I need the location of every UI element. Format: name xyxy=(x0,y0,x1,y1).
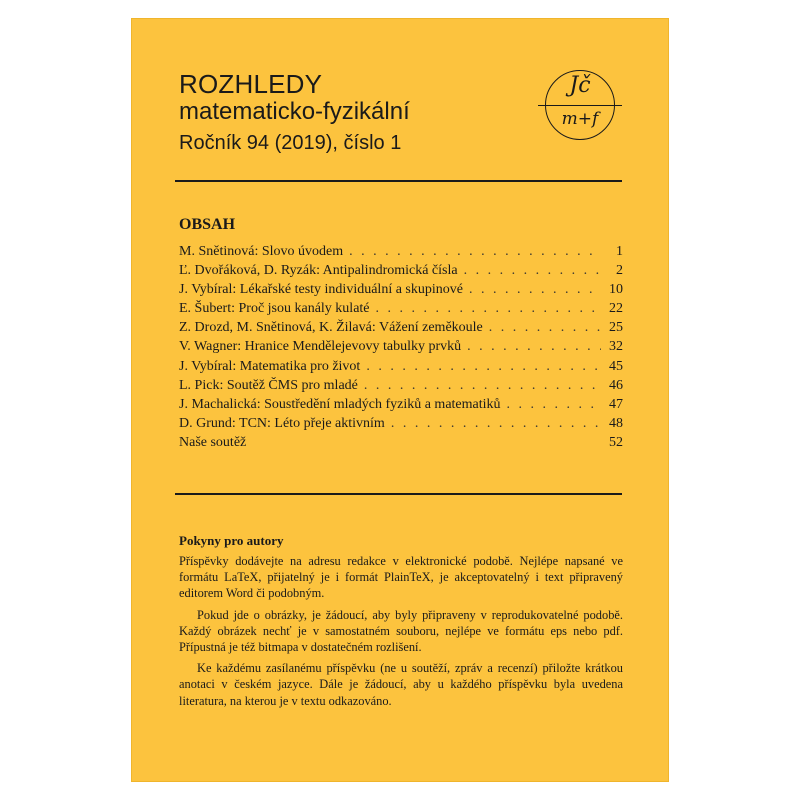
guidelines-paragraph: Příspěvky dodávejte na adresu redakce v elektronické podobě. Nejlépe napsané ve formátu LaTeX, přijatelný je i formát PlainTeX, je akceptovatelný i text připravený editorem Word či podobným. xyxy=(179,554,623,601)
guidelines-heading: Pokyny pro autory xyxy=(179,533,284,548)
toc-leader xyxy=(507,397,601,413)
toc-item-title: J. Vybíral: Matematika pro život xyxy=(179,358,361,374)
toc-item-page: 46 xyxy=(609,377,623,393)
top-rule xyxy=(175,180,622,182)
table-of-contents xyxy=(179,244,623,454)
toc-item-page: 45 xyxy=(609,358,623,374)
toc-leader xyxy=(376,301,601,317)
toc-item xyxy=(179,263,623,282)
toc-item-title: E. Šubert: Proč jsou kanály kulaté xyxy=(179,301,370,317)
toc-item-page: 2 xyxy=(616,263,623,279)
toc-item-title: M. Snětinová: Slovo úvodem xyxy=(179,244,344,259)
toc-item xyxy=(179,378,623,397)
toc-item xyxy=(179,320,623,339)
journal-subtitle: matematicko-fyzikální xyxy=(179,98,410,125)
toc-item xyxy=(179,416,623,435)
toc-item xyxy=(179,244,623,263)
toc-item xyxy=(179,397,623,416)
guidelines-paragraph: Ke každému zasílanému příspěvku (ne u soutěží, zpráv a recenzí) přiložte krátkou anotaci v českém jazyce. Dále je žádoucí, aby u každého příspěvku byla uvedena literatura, na kterou je v textu odkazováno. xyxy=(179,661,623,708)
toc-item-title: Ľ. Dvořáková, D. Ryzák: Antipalindromická čísla xyxy=(179,263,458,279)
toc-leader xyxy=(349,244,601,260)
toc-leader xyxy=(489,320,601,336)
toc-item-page: 47 xyxy=(609,396,623,412)
logo-divider xyxy=(538,105,622,106)
toc-item-title: Naše soutěž xyxy=(179,434,247,450)
guidelines-paragraph: Pokud jde o obrázky, je žádoucí, aby byly připraveny v reprodukovatelné podobě. Každý obrázek nechť je v samostatném souboru, nejlépe ve formátu eps nebo pdf. Přípustná je též bitmapa v dostatečném rozlišení. xyxy=(179,607,623,655)
toc-item-title: J. Machalická: Soustředění mladých fyziků a matematiků xyxy=(179,396,501,412)
toc-item-page: 48 xyxy=(609,415,623,431)
toc-item-page: 22 xyxy=(609,301,623,317)
toc-item-title: L. Pick: Soutěž ČMS pro mladé xyxy=(179,377,358,393)
toc-item-page: 25 xyxy=(609,320,623,336)
author-guidelines xyxy=(179,533,623,714)
contents-heading: OBSAH xyxy=(179,216,236,233)
toc-item-page: 52 xyxy=(609,434,623,450)
toc-leader xyxy=(464,263,601,279)
toc-leader xyxy=(364,378,601,394)
toc-item-page: 1 xyxy=(616,244,623,259)
journal-title: ROZHLEDY xyxy=(179,69,323,99)
toc-item-title: Z. Drozd, M. Snětinová, K. Žilavá: Vážení zeměkoule xyxy=(179,320,483,336)
logo-bottom-text: m+f xyxy=(561,109,599,129)
toc-item-title: J. Vybíral: Lékařské testy individuální a skupinové xyxy=(179,282,463,298)
toc-leader xyxy=(391,416,601,432)
toc-item xyxy=(179,435,623,454)
bottom-rule xyxy=(175,493,622,495)
toc-item-page: 32 xyxy=(609,339,623,355)
toc-item-title: D. Grund: TCN: Léto přeje aktivním xyxy=(179,415,385,431)
toc-item xyxy=(179,282,623,301)
toc-item xyxy=(179,359,623,378)
toc-leader xyxy=(467,339,601,355)
toc-item xyxy=(179,339,623,358)
logo-top-text: Jč xyxy=(569,73,591,98)
journal-cover xyxy=(131,18,669,782)
toc-item xyxy=(179,301,623,320)
toc-item-title: V. Wagner: Hranice Mendělejevovy tabulky prvků xyxy=(179,339,462,355)
toc-leader xyxy=(469,282,601,298)
journal-logo xyxy=(545,70,615,140)
issue-label: Ročník 94 (2019), číslo 1 xyxy=(179,132,402,154)
toc-leader xyxy=(366,359,601,375)
toc-item-page: 10 xyxy=(609,282,623,298)
